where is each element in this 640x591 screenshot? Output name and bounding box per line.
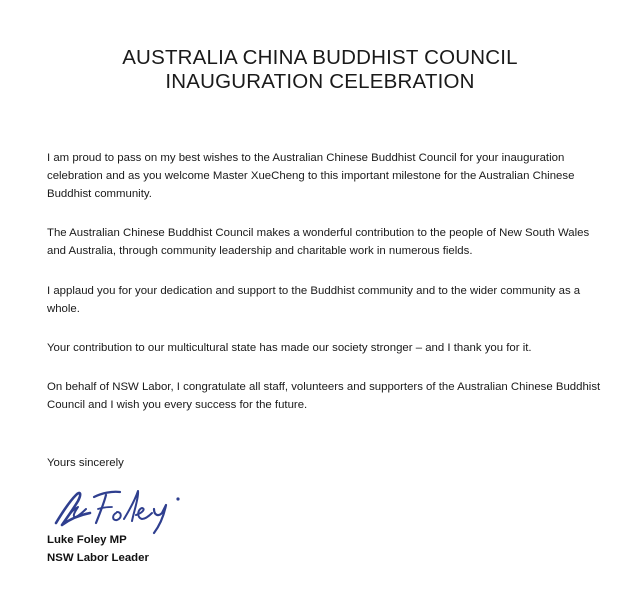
paragraph-applaud <box>47 282 595 318</box>
paragraph-line: I applaud you for your dedication and support to the Buddhist community and to the wider community as a <box>47 285 581 297</box>
closing-text: Yours sincerely <box>47 457 124 469</box>
paragraph-line: whole. <box>47 303 80 316</box>
signature-stroke <box>124 491 138 521</box>
signature-stroke <box>113 512 121 520</box>
paragraph-contribution <box>47 224 595 260</box>
signature-stroke <box>136 508 152 519</box>
letter-title-line-2: INAUGURATION CELEBRATION <box>165 70 475 93</box>
closing-salutation <box>47 454 595 472</box>
paragraph-line: On behalf of NSW Labor, I congratulate all staff, volunteers and supporters of the Australian Chinese Buddhist <box>47 381 601 393</box>
paragraph-line: celebration and as you welcome Master XueCheng to this important milestone for the Australian Chinese <box>47 170 575 183</box>
paragraph-line: Buddhist community. <box>47 188 152 201</box>
signatory-name: Luke Foley MP <box>47 534 127 546</box>
paragraph-congratulate <box>47 378 601 414</box>
paragraph-line: and Australia, through community leadership and charitable work in numerous fields. <box>47 245 473 258</box>
handwritten-signature <box>50 483 210 535</box>
signature-stroke <box>98 507 112 509</box>
signature-stroke <box>154 505 166 533</box>
paragraph-best-wishes <box>47 149 595 204</box>
signatory-title: NSW Labor Leader <box>47 552 149 564</box>
letter-title-line-1: AUSTRALIA CHINA BUDDHIST COUNCIL <box>122 46 518 69</box>
signature-stroke <box>94 492 120 497</box>
signature-dot <box>176 497 179 500</box>
paragraph-line: Your contribution to our multicultural state has made our society stronger – and I thank you for it. <box>47 342 532 354</box>
paragraph-line: Council and I wish you every success for the future. <box>47 399 308 412</box>
paragraph-line: I am proud to pass on my best wishes to the Australian Chinese Buddhist Council for your inauguration <box>47 152 565 164</box>
paragraph-line: The Australian Chinese Buddhist Council makes a wonderful contribution to the people of New South Wales <box>47 227 590 239</box>
paragraph-multicultural <box>47 339 595 357</box>
